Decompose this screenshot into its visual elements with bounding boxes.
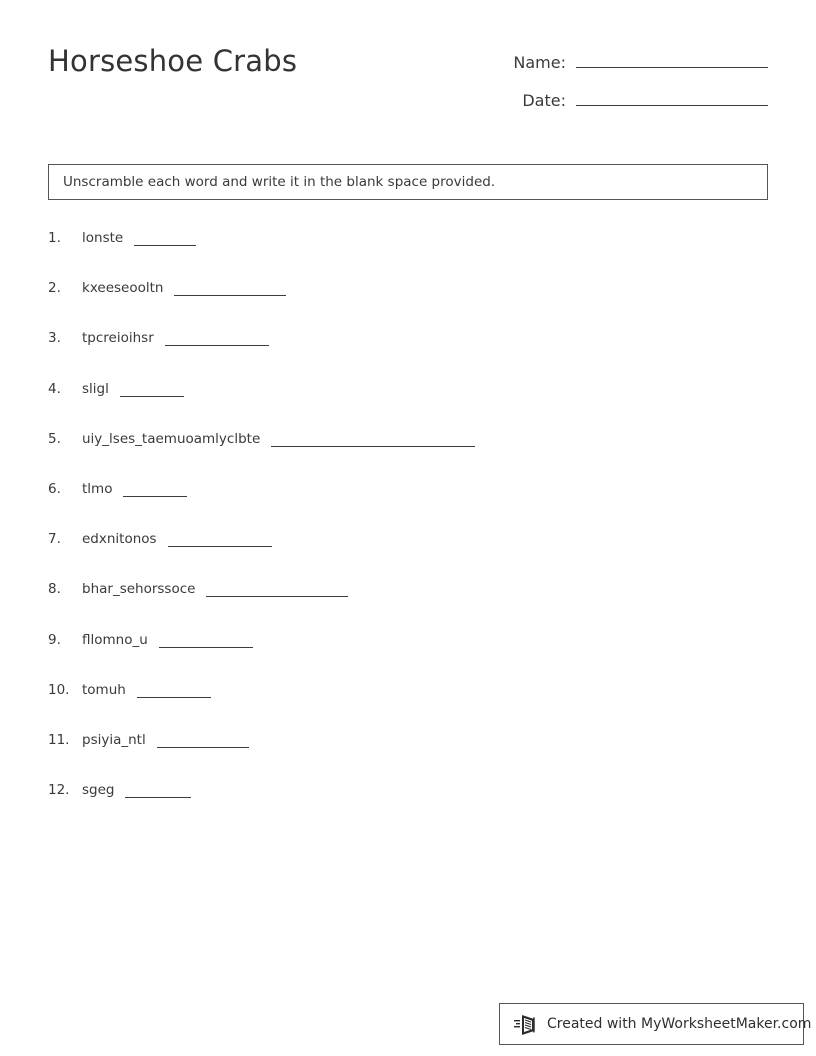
name-field-row xyxy=(496,50,768,88)
scrambled-word: uiy_lses_taemuoamlyclbte xyxy=(82,430,261,447)
page-title: Horseshoe Crabs xyxy=(48,44,298,78)
question-number: 2. xyxy=(48,280,61,297)
worksheet-maker-logo-icon xyxy=(513,1011,539,1037)
question-row xyxy=(48,330,778,380)
question-row xyxy=(48,230,778,280)
scrambled-word: kxeeseooltn xyxy=(82,280,164,297)
question-row xyxy=(48,632,778,682)
question-row xyxy=(48,431,778,481)
question-number: 12. xyxy=(48,782,70,799)
answer-blank[interactable] xyxy=(159,632,253,648)
answer-blank[interactable] xyxy=(120,381,184,397)
name-field-label: Name: xyxy=(513,53,566,72)
answer-blank[interactable] xyxy=(174,280,286,296)
question-number: 9. xyxy=(48,631,61,648)
instruction-box xyxy=(48,164,768,200)
answer-blank[interactable] xyxy=(123,481,187,497)
instruction-text: Unscramble each word and write it in the blank space provided. xyxy=(63,174,496,190)
question-number: 1. xyxy=(48,230,61,246)
question-number: 6. xyxy=(48,480,61,497)
scrambled-word: sligl xyxy=(82,380,109,397)
answer-blank[interactable] xyxy=(168,531,272,547)
answer-blank[interactable] xyxy=(206,581,348,597)
scrambled-word: psiyia_ntl xyxy=(82,731,146,748)
student-info-fields xyxy=(496,50,768,126)
scrambled-word: tomuh xyxy=(82,681,126,698)
question-row xyxy=(48,531,778,581)
scrambled-word: lonste xyxy=(82,230,124,246)
answer-blank[interactable] xyxy=(271,431,475,447)
question-row xyxy=(48,381,778,431)
scrambled-word: tlmo xyxy=(82,480,113,497)
question-number: 4. xyxy=(48,380,61,397)
answer-blank[interactable] xyxy=(165,330,269,346)
answer-blank[interactable] xyxy=(137,682,211,698)
worksheet-header xyxy=(48,44,768,120)
scrambled-word: bhar_sehorssoce xyxy=(82,581,196,598)
date-field-row xyxy=(496,88,768,126)
answer-blank[interactable] xyxy=(125,782,191,798)
question-number: 11. xyxy=(48,731,70,748)
question-number: 10. xyxy=(48,681,70,698)
question-row xyxy=(48,732,778,782)
answer-blank[interactable] xyxy=(134,230,196,246)
question-number: 7. xyxy=(48,531,61,548)
date-field-input[interactable] xyxy=(576,88,768,106)
footer-attribution-text: Created with MyWorksheetMaker.com xyxy=(547,1016,812,1032)
date-field-label: Date: xyxy=(522,91,566,110)
scrambled-word: tpcreioihsr xyxy=(82,330,154,347)
scrambled-word: fllomno_u xyxy=(82,631,148,648)
question-list xyxy=(48,230,778,832)
question-row xyxy=(48,682,778,732)
question-row xyxy=(48,581,778,631)
question-row xyxy=(48,280,778,330)
question-row xyxy=(48,481,778,531)
question-row xyxy=(48,782,778,832)
question-number: 5. xyxy=(48,430,61,447)
scrambled-word: sgeg xyxy=(82,782,115,799)
question-number: 8. xyxy=(48,581,61,598)
question-number: 3. xyxy=(48,330,61,347)
name-field-input[interactable] xyxy=(576,50,768,68)
footer-attribution-badge[interactable] xyxy=(499,1003,812,1045)
answer-blank[interactable] xyxy=(157,732,249,748)
scrambled-word: edxnitonos xyxy=(82,531,157,548)
